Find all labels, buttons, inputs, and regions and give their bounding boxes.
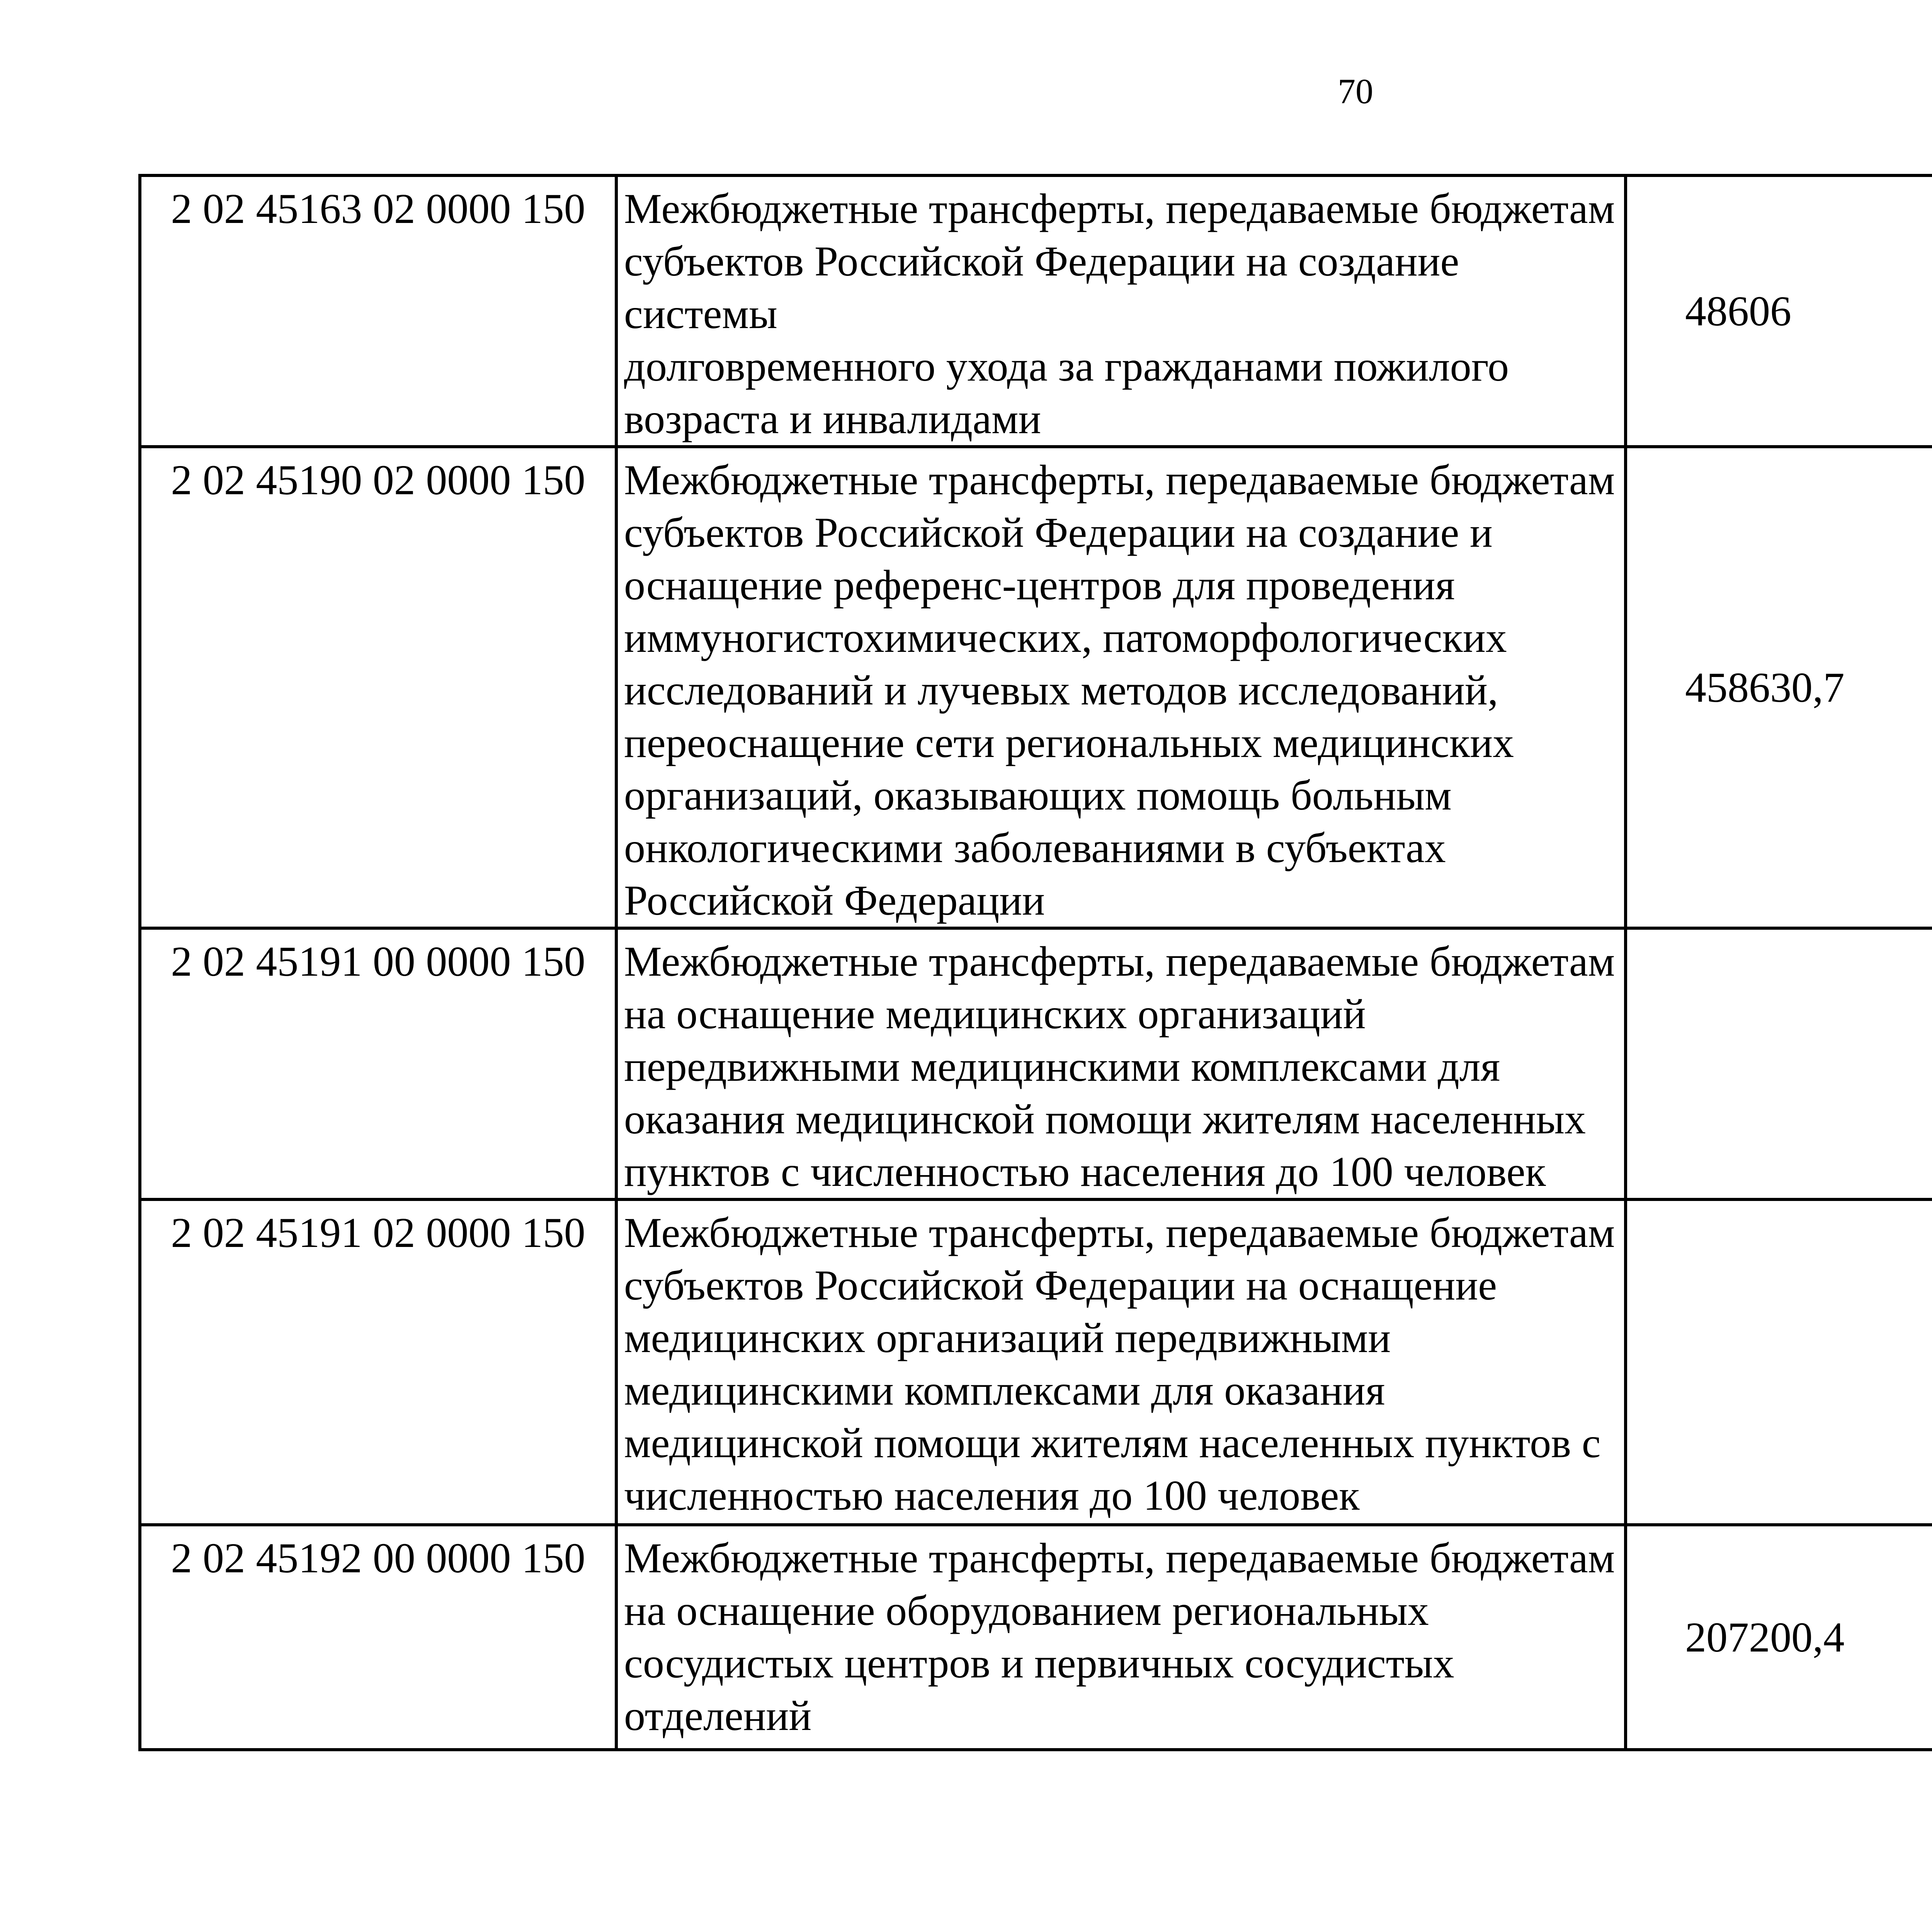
description-line: Российской Федерации: [624, 877, 1045, 924]
table-row: [140, 1525, 1932, 1750]
description-cell: [616, 175, 1626, 447]
page-number: 70: [1338, 71, 1373, 111]
description-line: медицинской помощи жителям населенных пунктов с: [624, 1419, 1601, 1466]
table-row: [140, 1199, 1932, 1525]
description-line: Межбюджетные трансферты, передаваемые бюджетам: [624, 1209, 1615, 1256]
budget-code-cell: 2 02 45163 02 0000 150: [140, 175, 616, 447]
table-row: [140, 175, 1932, 447]
description-line: на оснащение оборудованием региональных: [624, 1587, 1429, 1634]
description-cell: [616, 928, 1626, 1199]
table-body: [140, 175, 1932, 1750]
description-line: долговременного ухода за гражданами пожилого: [624, 343, 1509, 390]
description-line: оказания медицинской помощи жителям населенных: [624, 1095, 1586, 1143]
amount-cell-1: 207200,4: [1626, 1525, 1932, 1750]
amount-cell-1: 48606: [1626, 175, 1932, 447]
amount-cell-1: 458630,7: [1626, 447, 1932, 928]
description-line: оснащение референс-центров для проведения: [624, 561, 1455, 609]
description-line: Межбюджетные трансферты, передаваемые бюджетам: [624, 938, 1615, 985]
description-line: пунктов с численностью населения до 100 человек: [624, 1148, 1546, 1195]
budget-code-cell: 2 02 45192 00 0000 150: [140, 1525, 616, 1750]
description-line: субъектов Российской Федерации на создание и: [624, 509, 1493, 556]
description-line: субъектов Российской Федерации на создание системы: [624, 238, 1459, 337]
description-line: передвижными медицинскими комплексами для: [624, 1043, 1500, 1090]
table-row: [140, 928, 1932, 1199]
budget-code-cell: 2 02 45191 00 0000 150: [140, 928, 616, 1199]
description-line: медицинских организаций передвижными: [624, 1314, 1391, 1361]
description-line: сосудистых центров и первичных сосудистых: [624, 1640, 1454, 1687]
description-line: организаций, оказывающих помощь больным: [624, 772, 1452, 819]
description-line: исследований и лучевых методов исследований,: [624, 667, 1498, 714]
budget-code-cell: 2 02 45190 02 0000 150: [140, 447, 616, 928]
budget-table: [138, 174, 1932, 1751]
description-line: на оснащение медицинских организаций: [624, 990, 1366, 1038]
description-line: иммуногистохимических, патоморфологических: [624, 614, 1507, 661]
description-line: Межбюджетные трансферты, передаваемые бюджетам: [624, 456, 1615, 503]
description-line: численностью населения до 100 человек: [624, 1472, 1360, 1519]
description-line: Межбюджетные трансферты, передаваемые бюджетам: [624, 185, 1615, 232]
budget-code-cell: 2 02 45191 02 0000 150: [140, 1199, 616, 1525]
description-line: онкологическими заболеваниями в субъектах: [624, 824, 1446, 871]
description-line: субъектов Российской Федерации на оснащение: [624, 1262, 1497, 1309]
description-cell: [616, 1525, 1626, 1750]
description-line: переоснащение сети региональных медицинских: [624, 719, 1514, 766]
description-line: медицинскими комплексами для оказания: [624, 1367, 1385, 1414]
description-line: возраста и инвалидами: [624, 395, 1041, 442]
amount-cell-1: [1626, 928, 1932, 1199]
table-row: [140, 447, 1932, 928]
description-line: отделений: [624, 1692, 812, 1739]
description-cell: [616, 1199, 1626, 1525]
description-line: Межбюджетные трансферты, передаваемые бюджетам: [624, 1534, 1615, 1582]
amount-cell-1: [1626, 1199, 1932, 1525]
description-cell: [616, 447, 1626, 928]
